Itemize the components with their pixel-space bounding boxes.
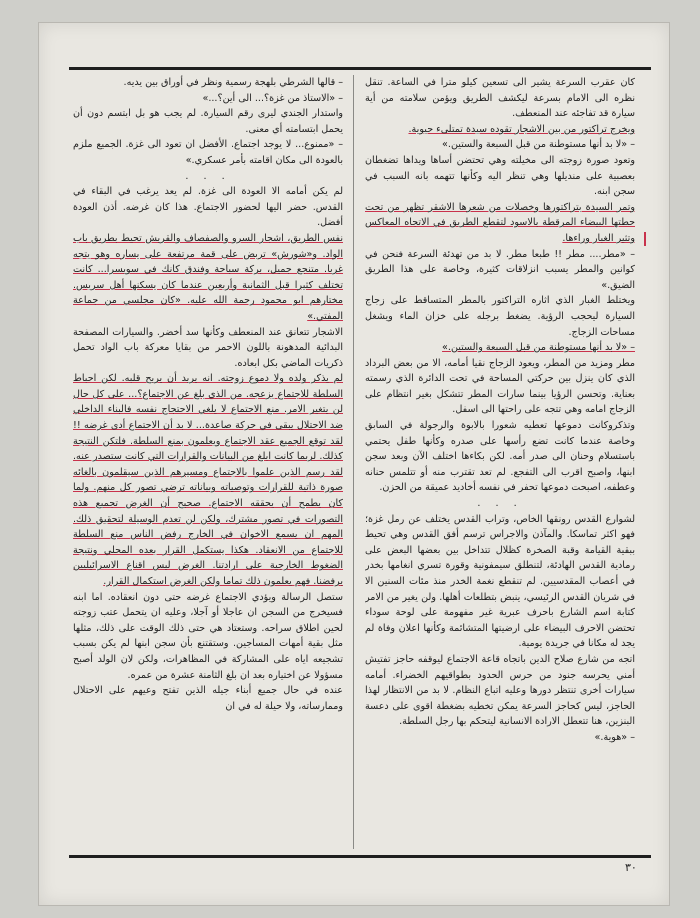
paragraph: الاشجار تتعانق عند المنعطف وكأنها سد أخضر. والسيارات المصفحة البدائية المدهونة باللون الاحمر من بقايا معركة باب الواد تحمل ذكريات الماضي بكل ابعاده. [73, 326, 343, 369]
paragraph: – «لا بد أنها مستوطنة من قبل السبعة والستين.» [442, 139, 635, 151]
paragraph: لشوارع القدس رونقها الخاص، وتراب القدس يختلف عن رمل غزة؛ فهو اكثر تماسكا. والمآذن والاجراس ترسم أفق القدس وهي تحيط ببقية القيامة وقبة الصخرة كظلال تتداخل بين بعضها البعض على رمادية القدس الهادئة، لتنطلق سيمفونية وقورة تسري انغامها بخدر في أعصاب المقدسيين. لم تنقطع نغمة الخدر منذ مئات السنين الا في شريان القدس الرئيسي، ينبض بتطلعات أهلها. ولن يغير من الامر كتابة اسم الشارع باحرف عبرية غير مفهومة على لوحة سوداء تحتضن الاحرف البيضاء على ارضيتها المتشائمة وكأنها اعلان وفاة لم يجد له مكانا في جريدة يومية. [365, 513, 635, 650]
paragraph: كان عقرب السرعة يشير الى تسعين كيلو مترا في الساعة. تنقل نظره الى الامام بسرعة ليكشف الطريق ويؤمن سلامته من أية سيارة قد تفاجئه عند المنعطف. [365, 77, 635, 120]
paragraph: ويخرج تراكتور من بين الاشجار تقوده سيدة تمتلىء حيوية. [408, 123, 635, 135]
paragraph: واستدار الجندي ليرى رقم السيارة. لم يجب هو بل ابتسم دون أن يحمل ابتسامته أي معنى. [73, 108, 343, 135]
paragraph: ستصل الرسالة ويؤدي الاجتماع غرضه حتى دون انعقاده. اما ابنه فسيخرج من السجن ان عاجلا أو آجلا، وعليه ان يتحمل عتب زوجته لحين اطلاق سراحه. وستعتاد هي حتى ذلك الوقت على ذلك، مثلها مثل بقية أمهات المساجين. وستقتنع بأن سجن ابنها لم يكن بسبب تشجيعه اياه على المشاركة في المظاهرات، ولكن لان الولد أصبح مسؤولا عن اختياره بعد ان بلغ الثامنة عشرة من عمره. [73, 591, 343, 681]
magazine-page [38, 22, 670, 906]
column-separator [353, 75, 354, 849]
paragraph: – «هوية.» [594, 731, 635, 743]
right-text-column [365, 75, 635, 849]
paragraph: لم يكن أمامه الا العودة الى غزة. لم يعد يرغب في البقاء في القدس. حضر اليها لحضور الاجتماع. هذا كان غرضه. أذن العودة أفضل. [73, 186, 343, 229]
paragraph: – «مطر.... مطر !! طبعا مطر. لا بد من تهدئة السرعة فنحن في كوانين والمطر يسبب انزلاقات كثيرة، وخاصة على هذا الطريق الضيق.» [365, 248, 635, 291]
paragraph: وتذكروكانت دموعها تعطيه شعورا بالابوة والرجولة في السابق وخاصة عندما كانت تضع رأسها على صدره وكأنها طفل يحتمي باستسلام وحنان الى صدر أمه. لكن بكاءها اختلف الآن وبعد سجن ابنها، واصبح اقرب الى التفجع. لم تعد تقترب منه أو تتلمس حنانه وعطفه، اصبحت دموعها تحفر في نفسه أخاديد عميقة من الحزن. [365, 420, 635, 494]
left-text-column [73, 75, 343, 849]
paragraph: – «الاستاذ من غزة؟... الى أين؟...» [202, 92, 343, 104]
section-break: . . . [477, 498, 523, 510]
paragraph: وتمر السيدة بتراكتورها وخصلات من شعرها الاشقر تظهر من تحت حطتها البيضاء المرقطة بالاسود لتقطع الطريق في الاتجاه المعاكس وتثير الغبار وراءها. [365, 201, 635, 244]
paragraph: – قالها الشرطي بلهجة رسمية ونظر في أوراق بين يديه. [123, 77, 343, 88]
page-number: ٣٠ [625, 861, 637, 874]
section-break: . . . [185, 170, 231, 182]
bottom-rule [69, 855, 651, 858]
paragraph: – «لا بد أنها مستوطنة من قبل السبعة والستين.» [442, 342, 635, 354]
paragraph: ويختلط الغبار الذي اثاره التراكتور بالمطر المتساقط على زجاج السيارة ليحجب الرؤية. يضغط برجله على خزان الماء ويشغل مساحات الزجاج. [365, 295, 635, 338]
paragraph: نفس الطريق، اشجار السرو والصفصاف والقريش تحيط بطريق باب الواد. و«شورش» تربض على قمة مرتفعة على يساره وهو يتجه غربا. متنجع جميل، بركة سباحة وفندق كانك في سويسرا... كانت تختلف كثيرا قبل الثمانية وأربعين عندما كان يسكنها أهل سريس. مختارهم ابو محمود رحمة الله عليه. «كان مجلسي من جماعة المفتي.» [73, 232, 343, 322]
red-margin-mark [644, 232, 646, 246]
paragraph: لم يذكر ولده ولا دموع زوجته. انه يريد أن يريح قلبه. لكن احباط السلطة للاجتماع يزعجه. من الذي بلغ عن الاجتماع؟... على كل حال لن يتغير الامر. منع الاجتماع لا يلغي الاحتجاج نفسه فالبناء الداخلي ضد الاحتلال يبقى في حركة صاعدة... لا بد أن الاجتماع أدى غرضه !! لقد توقع الجميع عقد الاجتماع ويعلمون بمنع السلطة. فلتكن النتيجة كذلك. لربما كانت ابلغ من البيانات والقرارات التي كانت ستصدر عنه. لقد رسم الذين علموا بالاجتماع ومسيرهم الذين سيقلمون بالغائه صورة ذاتية للقرارات وتوصياته وبياناته ترضي تصور كل منهم. ولما كان يطمح أن يحققه الاجتماع. صحيح أن الغرض تجميع هذه التصورات في تصور مشترك، ولكن لن تعدم الوسيلة لتحقيق ذلك. المهم ان يسمع الاخوان في الخارج رفض الناس منع السلطة للاجتماع من الانعقاد. هكذا يستكمل القرار بعده المحلي ونتيجة الضغوط الخارجية على ارادتنا. الغرض ليس اقناع الاسرائيليين برفضنا. فهم يعلمون ذلك تماما ولكن الغرض استكمال القرار. [73, 373, 343, 587]
top-rule [69, 67, 651, 70]
paragraph: – «ممنوع... لا يوجد اجتماع. الأفضل ان تعود الى غزة. الجميع ملزم بالعودة الى مكان اقامته بأمر عسكري.» [73, 139, 343, 166]
paragraph: وتعود صورة زوجته الى مخيلته وهي تحتضن أساها ويداها تضغطان بعصبية على منديلها وهي تنظر اليه وكأنها تتهمه بانه السبب في سجن ابنه. [365, 154, 635, 198]
paragraph: مطر ومزيد من المطر، ويعود الزجاج نقيا أمامه، الا من بعض البرداد الذي كان ينزل بين حركتي المساحة في تحت الدائرة الذي رسمته بعناية. وتحسن الرؤيا بينما سارات المطر تتشكل بغير انتظام على الزجاج امامه وهي تتجه على راحتها الى اسفل. [365, 357, 635, 416]
paragraph: اتجه من شارع صلاح الدين باتجاه قاعة الاجتماع ليوقفه حاجز تفتيش أمني يحرسه جنود من حرس الحدود بطواقيهم الخضراء. أمامه سيارات أخرى تنتظر دورها وعليه اتباع النظام. لا بد من الانتظار لهذا الحاجز، ليس كحاجز السرعة يمكن تخطيه بضغطة اقوى على دعسة البنزين، هنا تتعطل الارادة الانسانية ليتحكم بها رجل السلطة. [365, 653, 635, 728]
paragraph: عنده في حال جميع أبناء جيله الذين تفتح وعيهم على الاحتلال وممارساته، ولا حيلة له في ان [73, 685, 343, 712]
